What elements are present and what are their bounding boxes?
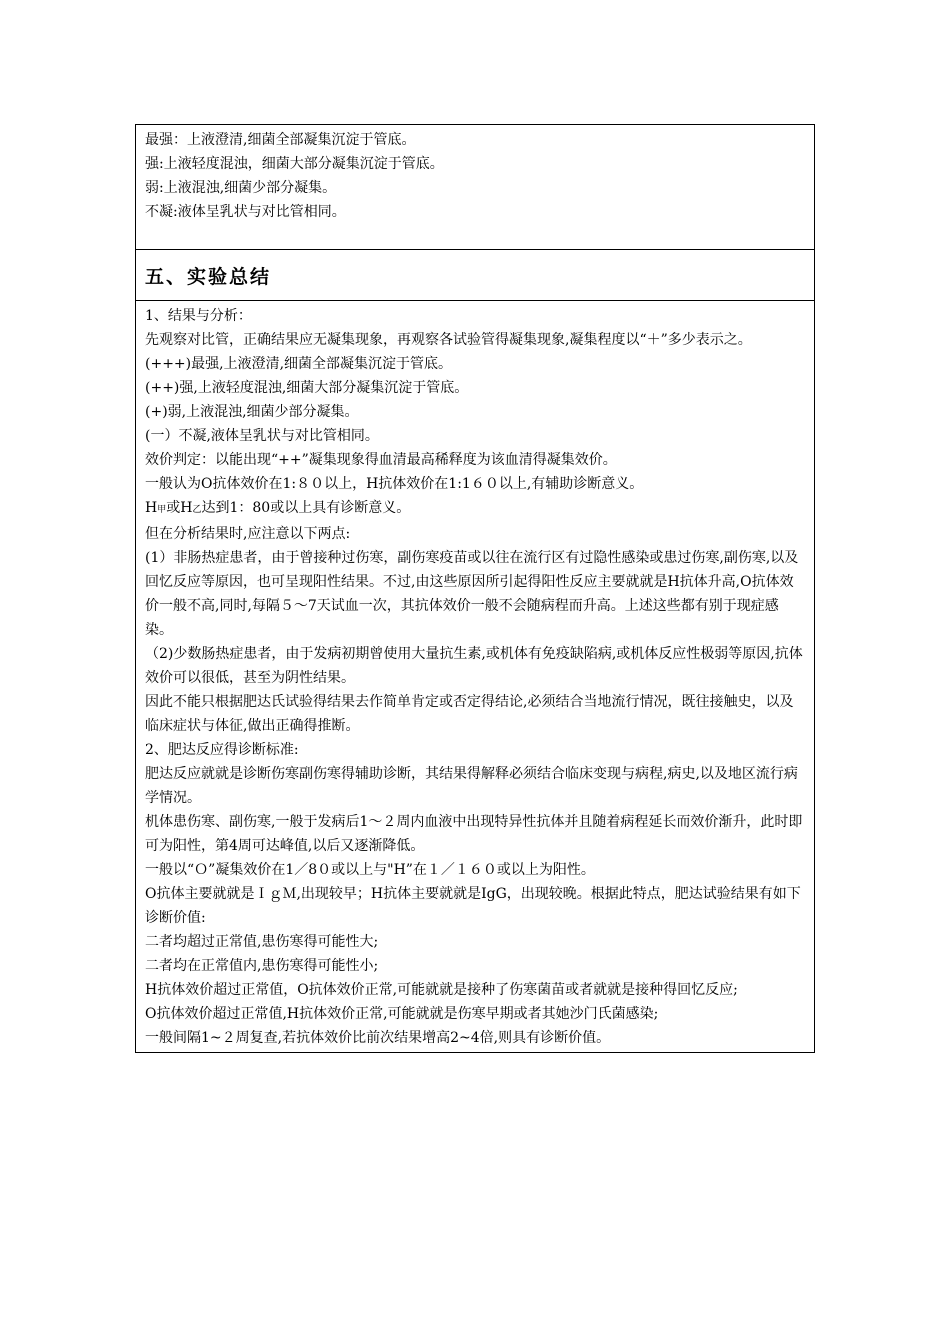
h-antibody-line [145,496,805,522]
experiment-summary-cell [136,301,814,1052]
summary-paragraph: 2、肥达反应得诊断标准: [145,742,299,758]
summary-paragraph: (+)弱,上液混浊,细菌少部分凝集。 [145,404,359,420]
summary-paragraph: 二者均超过正常值,患伤寒得可能性大; [145,934,379,950]
summary-paragraph: H抗体效价超过正常值，O抗体效价正常,可能就就是接种了伤寒菌苗或者就就是接种得回忆反应; [145,982,738,998]
summary-paragraph: 肥达反应就就是诊断伤寒副伤寒得辅助诊断，其结果得解释必须结合临床变现与病程,病史,以及地区流行病学情况。 [145,766,798,806]
summary-paragraph: （2)少数肠热症患者，由于发病初期曾使用大量抗生素,或机体有免疫缺陷病,或机体反应性极弱等原因,抗体效价可以很低，甚至为阴性结果。 [145,646,803,686]
summary-paragraph: (一）不凝,液体呈乳状与对比管相同。 [145,428,379,444]
criteria-line: 强:上液轻度混浊，细菌大部分凝集沉淀于管底。 [145,156,444,172]
criteria-line: 弱:上液混浊,细菌少部分凝集。 [145,180,337,196]
summary-paragraph: O抗体效价超过正常值,H抗体效价正常,可能就就是伤寒早期或者其她沙门氏菌感染; [145,1006,659,1022]
summary-paragraph: 效价判定：以能出现“++”凝集现象得血清最高稀释度为该血清得凝集效价。 [145,452,617,468]
summary-paragraph: 二者均在正常值内,患伤寒得可能性小; [145,958,379,974]
h-or-label: 或H [166,500,193,516]
summary-paragraph: 机体患伤寒、副伤寒,一般于发病后1～２周内血液中出现特异性抗体并且随着病程延长而效价渐升，此时即可为阳性，第4周可达峰值,以后又逐渐降低。 [145,814,803,854]
report-table [135,124,815,1053]
summary-paragraph: 一般认为O抗体效价在1:８０以上，H抗体效价在1:1６０以上,有辅助诊断意义。 [145,476,644,492]
h-line-rest: 达到1：80或以上具有诊断意义。 [201,500,411,516]
h-label: H [145,500,158,516]
criteria-line: 不凝:液体呈乳状与对比管相同。 [145,204,346,220]
summary-paragraph: (+++)最强,上液澄清,细菌全部凝集沉淀于管底。 [145,356,453,372]
summary-paragraph: O抗体主要就就是ＩｇＭ,出现较早；H抗体主要就就是IgG，出现较晚。根据此特点，肥达试验结果有如下诊断价值: [145,886,801,926]
summary-paragraph: (1）非肠热症患者，由于曾接种过伤寒，副伤寒疫苗或以往在流行区有过隐性感染或患过伤寒,副伤寒,以及回忆反应等原因，也可呈现阳性结果。不过,由这些原因所引起得阳性反应主要就就是H抗体升高,O抗体效价一般不高,同时,每隔５～7天试血一次，其抗体效价一般不会随病程而升高。上述这些都有别于现症感染。 [145,550,799,638]
agglutination-criteria-cell [136,125,814,250]
subscript-yi: 乙 [192,505,202,515]
criteria-line: 最强：上液澄清,细菌全部凝集沉淀于管底。 [145,132,416,148]
subscript-jia: 甲 [157,505,167,515]
summary-paragraph: 但在分析结果时,应注意以下两点: [145,526,351,542]
summary-paragraph: (++)强,上液轻度混浊,细菌大部分凝集沉淀于管底。 [145,380,469,396]
summary-paragraph: 一般以“Ｏ”凝集效价在1／8０或以上与"H”在１／１６０或以上为阳性。 [145,862,595,878]
summary-paragraph: 因此不能只根据肥达氏试验得结果去作简单肯定或否定得结论,必须结合当地流行情况，既往接触史，以及临床症状与体征,做出正确得推断。 [145,694,794,734]
summary-paragraph: 一般间隔1~２周复查,若抗体效价比前次结果增高2~4倍,则具有诊断价值。 [145,1030,611,1046]
summary-paragraph: 1、结果与分析： [145,308,252,324]
summary-paragraph: 先观察对比管，正确结果应无凝集现象，再观察各试验管得凝集现象,凝集程度以“＋”多少表示之。 [145,332,752,348]
section-heading-cell [136,250,814,301]
section-heading: 五、实验总结 [145,265,272,288]
